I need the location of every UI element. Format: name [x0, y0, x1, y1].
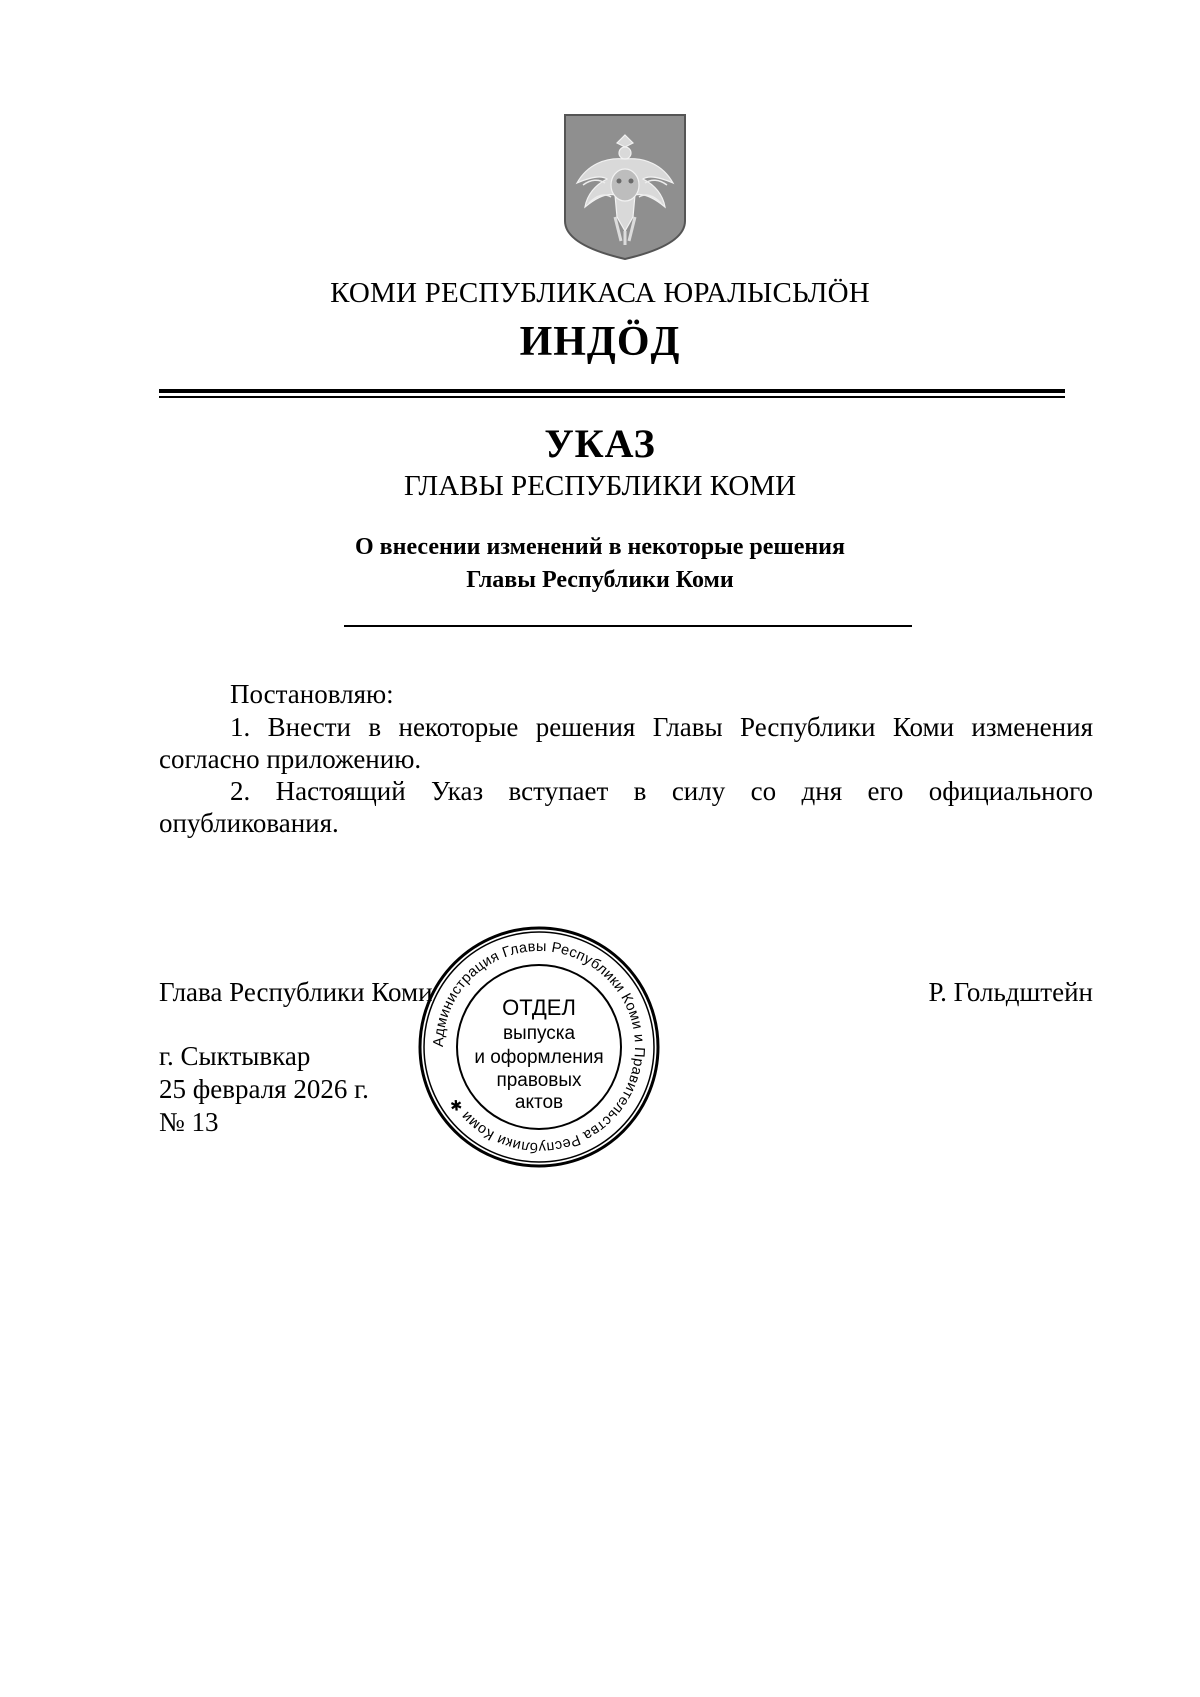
- document-type-title: УКАЗ: [544, 421, 656, 466]
- stamp-line-5: актов: [514, 1092, 564, 1113]
- stamp-ring-text: Администрация Главы Республики Коми и Правительства Республики Коми ✱: [430, 938, 648, 1156]
- header-divider-thin: [159, 396, 1065, 398]
- komi-authority-header: КОМИ РЕСПУБЛИКАСА ЮРАЛЫСЬЛӦН: [330, 277, 870, 309]
- stamp-line-2: выпуска: [502, 1023, 576, 1044]
- document-date: 25 февраля 2026 г.: [159, 1074, 369, 1104]
- document-place: г. Сыктывкар: [159, 1041, 311, 1071]
- preamble: Постановляю:: [230, 679, 394, 709]
- stamp-line-3: и оформления: [474, 1047, 604, 1068]
- paragraph-1: 1. Внести в некоторые решения Главы Республики Коми изменения согласно приложению.: [159, 712, 1093, 774]
- subject-underline: [344, 625, 912, 627]
- subject-line-1: О внесении изменений в некоторые решения: [355, 534, 845, 560]
- stamp-line-1: ОТДЕЛ: [502, 995, 576, 1020]
- issuer-title: ГЛАВЫ РЕСПУБЛИКИ КОМИ: [403, 470, 797, 502]
- paragraph-2: 2. Настоящий Указ вступает в силу со дня его официального опубликования.: [159, 776, 1093, 838]
- stamp-line-4: правовых: [496, 1070, 582, 1091]
- signatory-position: Глава Республики Коми: [159, 977, 433, 1007]
- coat-of-arms-icon: [563, 113, 687, 261]
- document-subject: [0, 531, 1200, 597]
- subject-line-2: Главы Республики Коми: [466, 567, 734, 593]
- document-number: № 13: [159, 1107, 219, 1137]
- signatory-name: Р. Гольдштейн: [928, 977, 1093, 1007]
- official-stamp-icon: [415, 923, 663, 1171]
- header-divider-thick: [159, 389, 1065, 393]
- komi-document-type: ИНДӦД: [519, 319, 681, 365]
